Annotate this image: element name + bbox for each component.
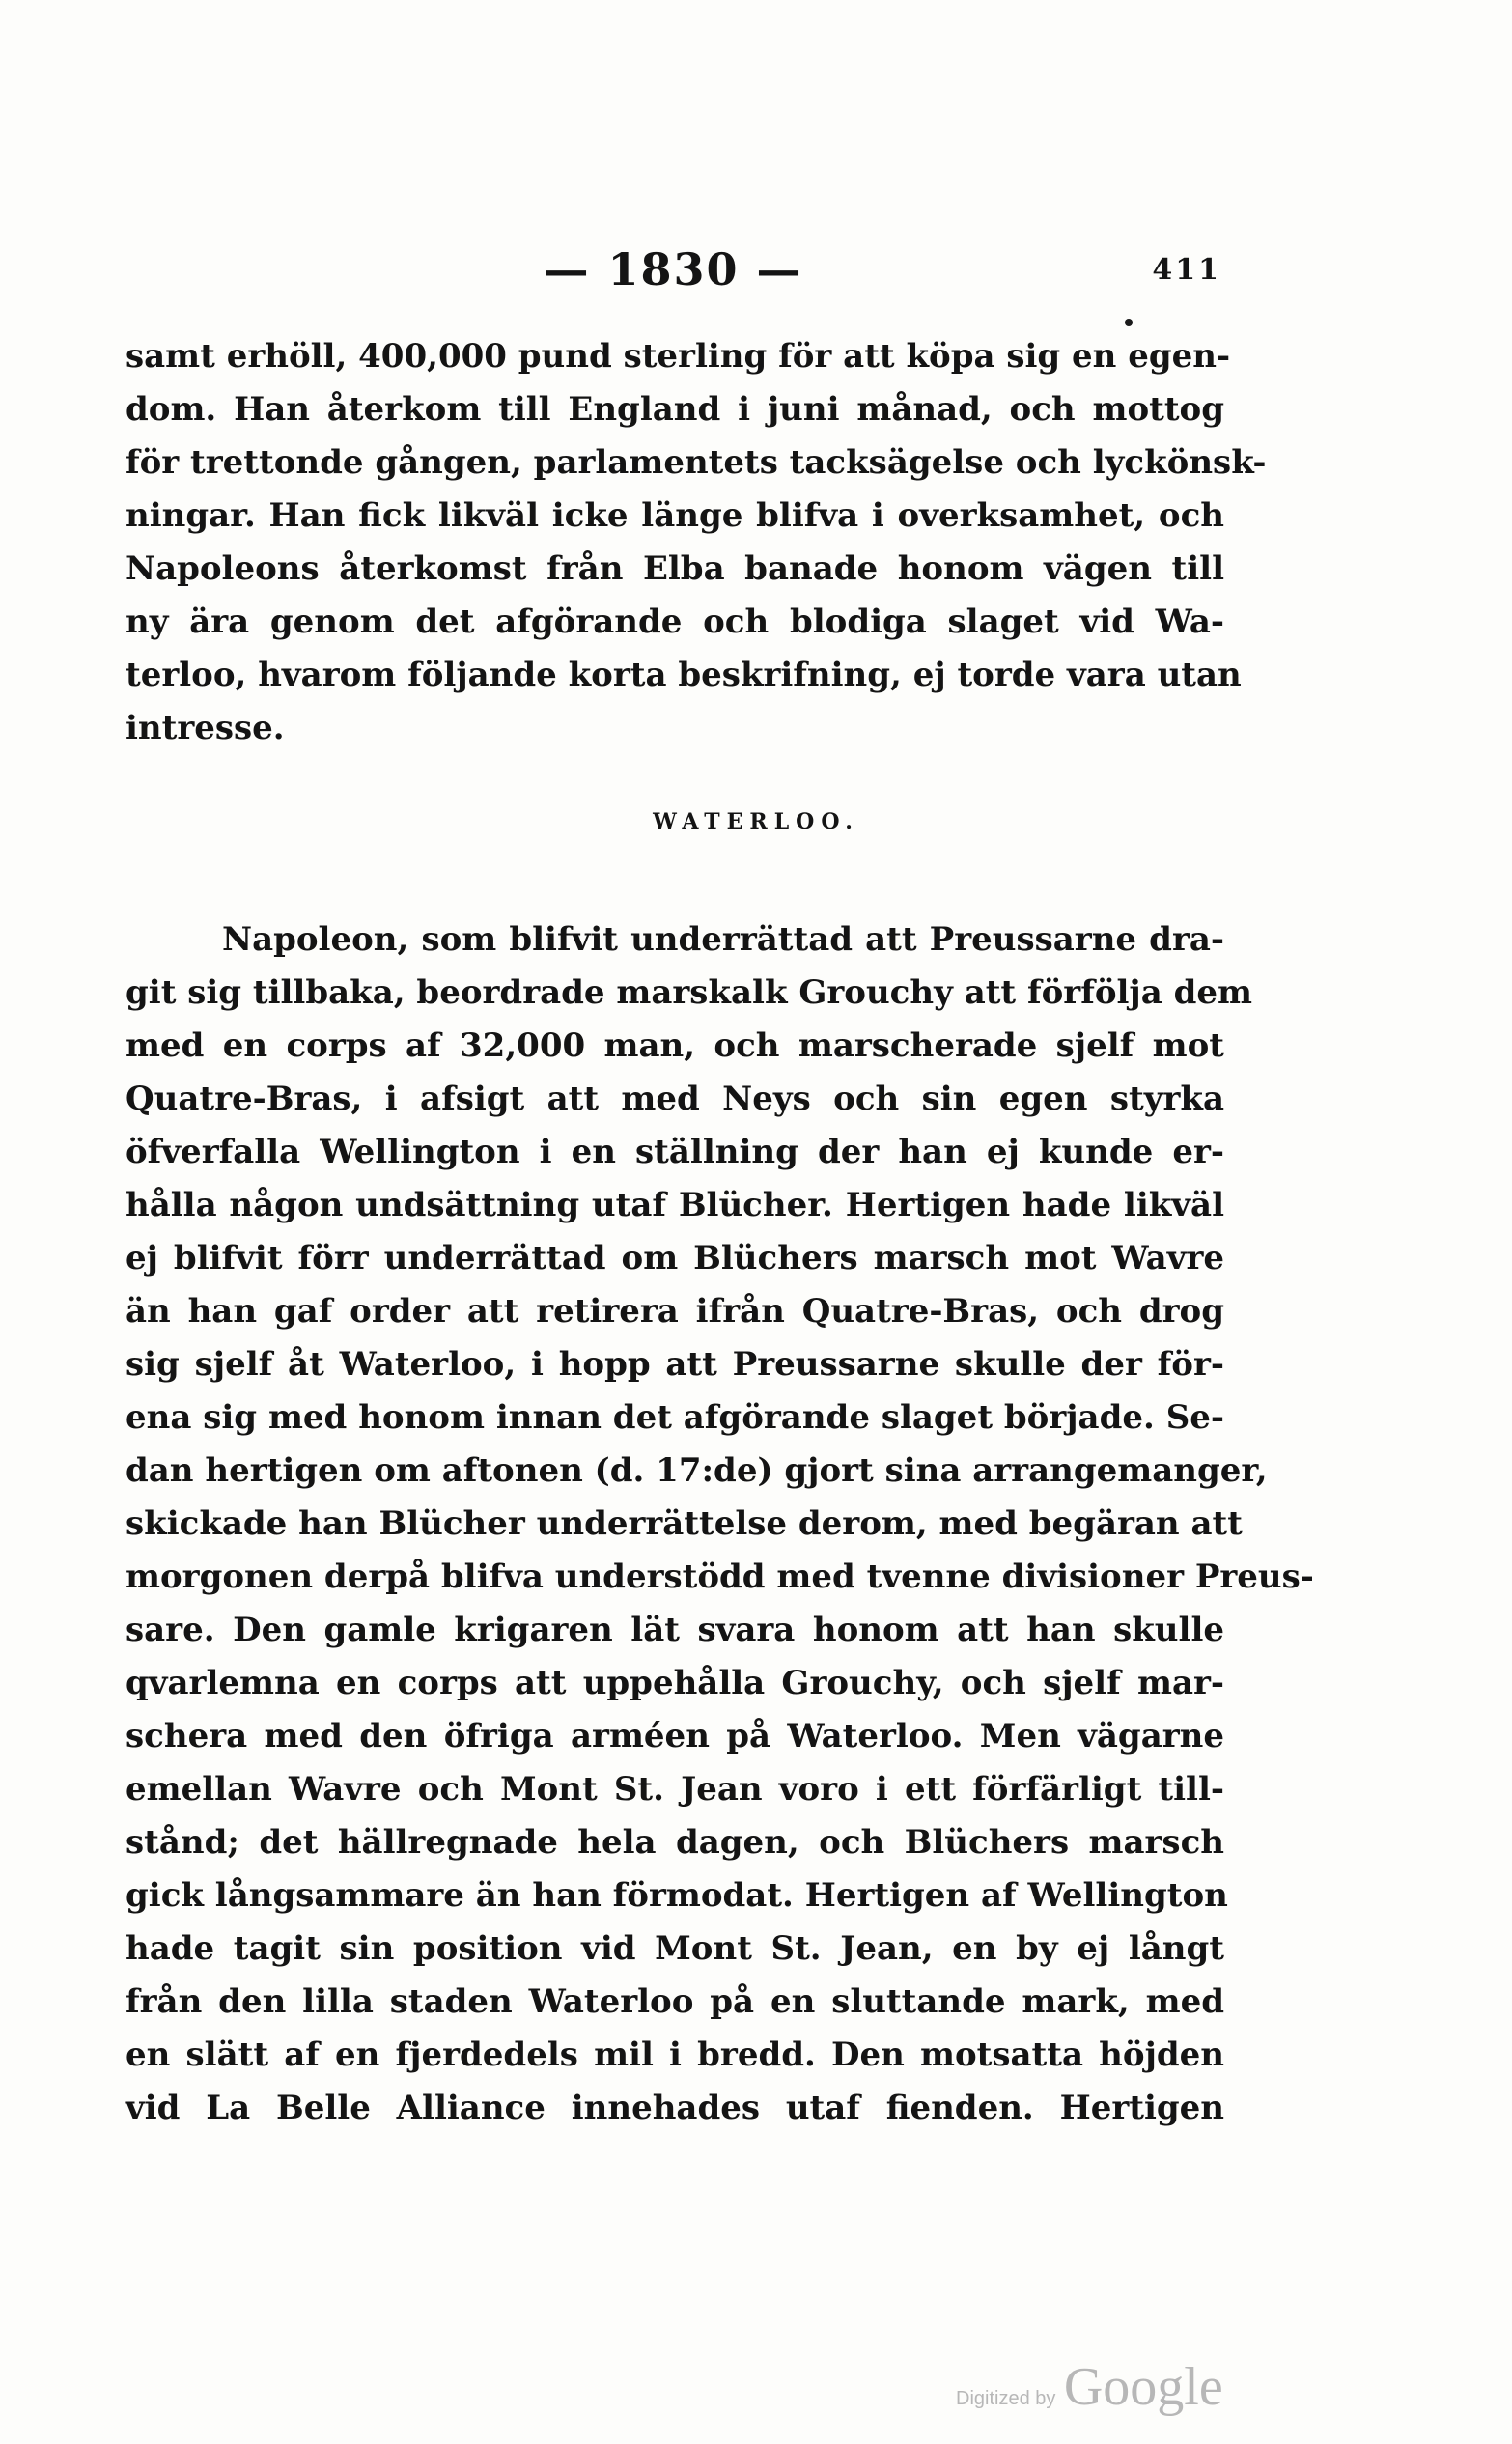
text-line: intresse.: [126, 709, 285, 747]
section-heading: WATERLOO.: [653, 809, 859, 834]
text-line: Napoleon, som blifvit underrättad att Preussarne dra-: [222, 920, 1224, 959]
text-line: ena sig med honom innan det afgörande slaget började. Se-: [126, 1398, 1224, 1437]
text-line: hade tagit sin position vid Mont St. Jean, en by ej långt: [126, 1929, 1224, 1968]
text-line: emellan Wavre och Mont St. Jean voro i ett förfärligt till-: [126, 1770, 1224, 1809]
text-line: med en corps af 32,000 man, och marscherade sjelf mot: [126, 1026, 1224, 1065]
text-line: en slätt af en fjerdedels mil i bredd. Den motsatta höjden: [126, 2036, 1224, 2074]
text-line: samt erhöll, 400,000 pund sterling för att köpa sig en egen-: [126, 337, 1231, 376]
watermark-prefix: Digitized by: [956, 2388, 1056, 2409]
running-header: [126, 243, 1221, 301]
text-line: än han gaf order att retirera ifrån Quatre-Bras, och drog: [126, 1292, 1224, 1331]
text-line: git sig tillbaka, beordrade marskalk Grouchy att förfölja dem: [126, 973, 1252, 1012]
text-line: stånd; det hällregnade hela dagen, och Blüchers marsch: [126, 1823, 1224, 1862]
text-line: dan hertigen om aftonen (d. 17:de) gjort sina arrangemanger,: [126, 1451, 1268, 1490]
page-number: 411: [1152, 253, 1221, 287]
text-line: Napoleons återkomst från Elba banade honom vägen till: [126, 549, 1224, 588]
running-header-year: — 1830 —: [544, 243, 803, 295]
text-line: sare. Den gamle krigaren lät svara honom att han skulle: [126, 1611, 1224, 1649]
google-logo: Google: [1063, 2357, 1223, 2417]
text-line: qvarlemna en corps att uppehålla Grouchy, och sjelf mar-: [126, 1664, 1224, 1702]
text-line: schera med den öfriga arméen på Waterloo. Men vägarne: [126, 1717, 1224, 1756]
text-line: Quatre-Bras, i afsigt att med Neys och sin egen styrka: [126, 1080, 1224, 1118]
text-line: sig sjelf åt Waterloo, i hopp att Preussarne skulle der för-: [126, 1345, 1224, 1384]
text-line: ej blifvit förr underrättad om Blüchers marsch mot Wavre: [126, 1239, 1224, 1278]
text-line: skickade han Blücher underrättelse derom, med begäran att: [126, 1504, 1243, 1543]
text-line: gick långsammare än han förmodat. Hertigen af Wellington: [126, 1876, 1228, 1915]
print-speck: [1125, 319, 1133, 326]
text-line: morgonen derpå blifva understödd med tvenne divisioner Preus-: [126, 1558, 1314, 1596]
paragraph-intro: [126, 330, 1267, 755]
text-line: ny ära genom det afgörande och blodiga slaget vid Wa-: [126, 603, 1224, 641]
text-line: från den lilla staden Waterloo på en sluttande mark, med: [126, 1982, 1224, 2021]
text-line: för trettonde gången, parlamentets tacksägelse och lyckönsk-: [126, 443, 1267, 482]
text-line: terloo, hvarom följande korta beskrifning, ej torde vara utan: [126, 656, 1242, 694]
text-line: dom. Han återkom till England i juni månad, och mottog: [126, 390, 1224, 429]
text-line: ningar. Han fick likväl icke länge blifva i overksamhet, och: [126, 496, 1224, 535]
text-line: hålla någon undsättning utaf Blücher. Hertigen hade likväl: [126, 1186, 1224, 1224]
text-line: öfverfalla Wellington i en ställning der han ej kunde er-: [126, 1133, 1224, 1171]
digitization-watermark: [956, 2356, 1223, 2417]
text-line: vid La Belle Alliance innehades utaf fienden. Hertigen: [126, 2089, 1224, 2127]
paragraph-waterloo: [126, 913, 1314, 2135]
